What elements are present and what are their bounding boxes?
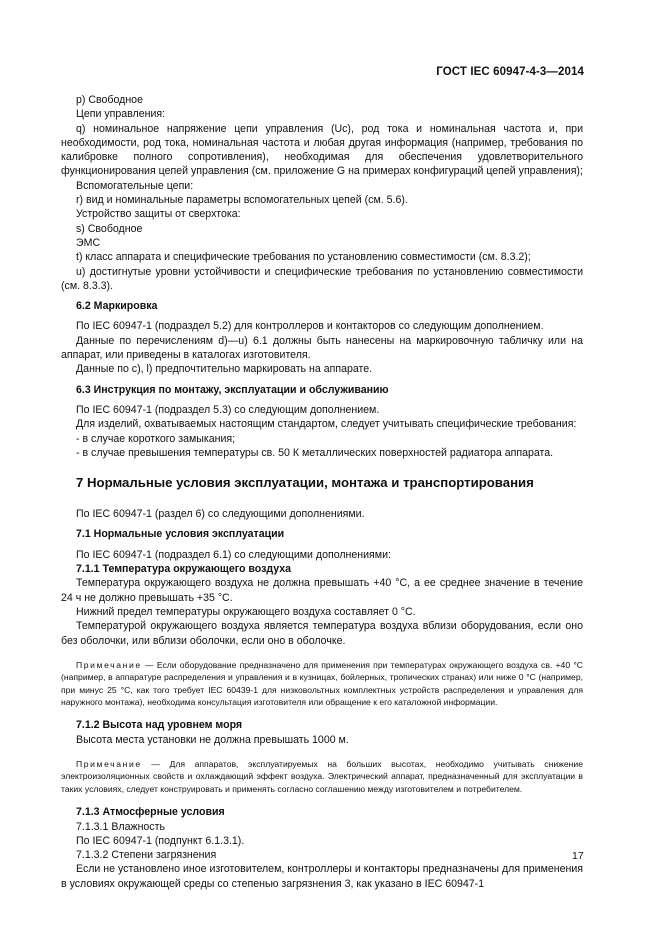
list-item-q: q) номинальное напряжение цепи управления (Uc), род тока и номинальная частота и, при необходимости, род тока, номинальная частота и любая другая информация (например, требования по калибровке полного сопротивления), необходимая для обеспечения удовлетворительного функционирования цепей управления (см. приложение G на примерах конфигураций цепей управления);	[61, 122, 583, 178]
paragraph: По IEC 60947-1 (подраздел 5.2) для контроллеров и контакторов со следующим дополнением.	[76, 320, 544, 333]
section-heading-6-2: 6.2 Маркировка	[76, 300, 158, 313]
note-text: — Для аппаратов, эксплуатируемых на больших высотах, необходимо учитывать снижение электроизоляционных свойств и охлаждающий эффект воздуха. Электрический аппарат, предназначенный для эксплуатации в таких условиях, следует конструировать и применять согласно соглашению между изготовителем и потребителем.	[61, 759, 583, 794]
paragraph: Данные по перечислениям d)—u) 6.1 должны быть нанесены на маркировочную табличку или на аппарат, или приведены в каталогах изготовителя.	[61, 334, 583, 362]
note-label: Примечание	[76, 759, 142, 770]
note-temperature	[61, 659, 583, 709]
list-item-s: s) Свободное	[76, 222, 143, 235]
paragraph: Температурой окружающего воздуха является температура воздуха вблизи оборудования, если оно без оболочки, или вблизи оболочки, если оно в оболочке.	[61, 620, 583, 647]
page-number: 17	[572, 850, 584, 862]
section-heading-7-1-2: 7.1.2 Высота над уровнем моря	[76, 719, 243, 732]
section-heading-6-3: 6.3 Инструкция по монтажу, эксплуатации и обслуживанию	[76, 383, 389, 396]
note-altitude	[61, 758, 583, 795]
list-item-u: u) достигнутые уровни устойчивости и специфические требования по установлению совместимости (см. 8.3.3).	[61, 265, 583, 292]
list-item-t: t) класс аппарата и специфические требования по установлению совместимости (см. 8.3.2);	[76, 251, 531, 264]
document-body	[61, 93, 583, 891]
subsection-heading-7-1-3-1: 7.1.3.1 Влажность	[76, 820, 165, 833]
paragraph: По IEC 60947-1 (подпункт 6.1.3.1).	[76, 834, 245, 847]
subheading-control-circuits: Цепи управления:	[76, 108, 166, 121]
dash-list-item: - в случае превышения температуры св. 50 К металлических поверхностей радиатора аппарата.	[76, 446, 554, 459]
list-item-r: r) вид и номинальные параметры вспомогательных цепей (см. 5.6).	[76, 194, 408, 207]
document-header: ГОСТ IEC 60947-4-3—2014	[436, 66, 584, 78]
paragraph: Для изделий, охватываемых настоящим стандартом, следует учитывать специфические требования:	[76, 418, 577, 431]
subheading-overcurrent-protection: Устройство защиты от сверхтока:	[76, 208, 241, 221]
paragraph: Если не установлено иное изготовителем, контроллеры и контакторы предназначены для применения в условиях окружающей среды со степенью загрязнения 3, как указано в IEC 60947-1	[61, 863, 583, 890]
list-item-p: p) Свободное	[76, 94, 143, 106]
paragraph: Температура окружающего воздуха не должна превышать +40 °С, а ее среднее значение в течение 24 ч не должно превышать +35 °С.	[61, 577, 583, 604]
note-label: Примечание	[76, 659, 142, 670]
section-heading-7-1-3: 7.1.3 Атмосферные условия	[76, 806, 225, 819]
subheading-emc: ЭМС	[76, 236, 101, 249]
dash-list-item: - в случае короткого замыкания;	[76, 432, 236, 445]
note-text: — Если оборудование предназначено для применения при температурах окружающего воздуха св. +40 °С (например, в аппаратуре распределения и управления и в кузницах, бойлерных, тропических странах) или ниже 0 °С (например, при минус 25 °С, как того требует IEC 60439-1 для низковольтных комплектных устройств распределения и управления для наружного монтажа), необходима консультация изготовителя или обращение к его каталожной информации.	[61, 659, 583, 708]
section-heading-7-1-1: 7.1.1 Температура окружающего воздуха	[76, 563, 292, 576]
paragraph: Данные по с), l) предпочтительно маркировать на аппарате.	[76, 363, 373, 376]
paragraph: По IEC 60947-1 (подраздел 6.1) со следующими дополнениями:	[76, 548, 391, 561]
section-heading-7-1: 7.1 Нормальные условия эксплуатации	[76, 528, 285, 541]
subheading-auxiliary-circuits: Вспомогательные цепи:	[76, 179, 194, 192]
paragraph: Высота места установки не должна превышать 1000 м.	[76, 733, 349, 746]
paragraph: По IEC 60947-1 (подраздел 5.3) со следующим дополнением.	[76, 403, 380, 416]
paragraph: По IEC 60947-1 (раздел 6) со следующими дополнениями.	[76, 508, 365, 521]
chapter-heading-7: 7 Нормальные условия эксплуатации, монтажа и транспортирования	[76, 475, 534, 491]
paragraph: Нижний предел температуры окружающего воздуха составляет 0 °С.	[76, 605, 416, 618]
subsection-heading-7-1-3-2: 7.1.3.2 Степени загрязнения	[76, 849, 217, 862]
